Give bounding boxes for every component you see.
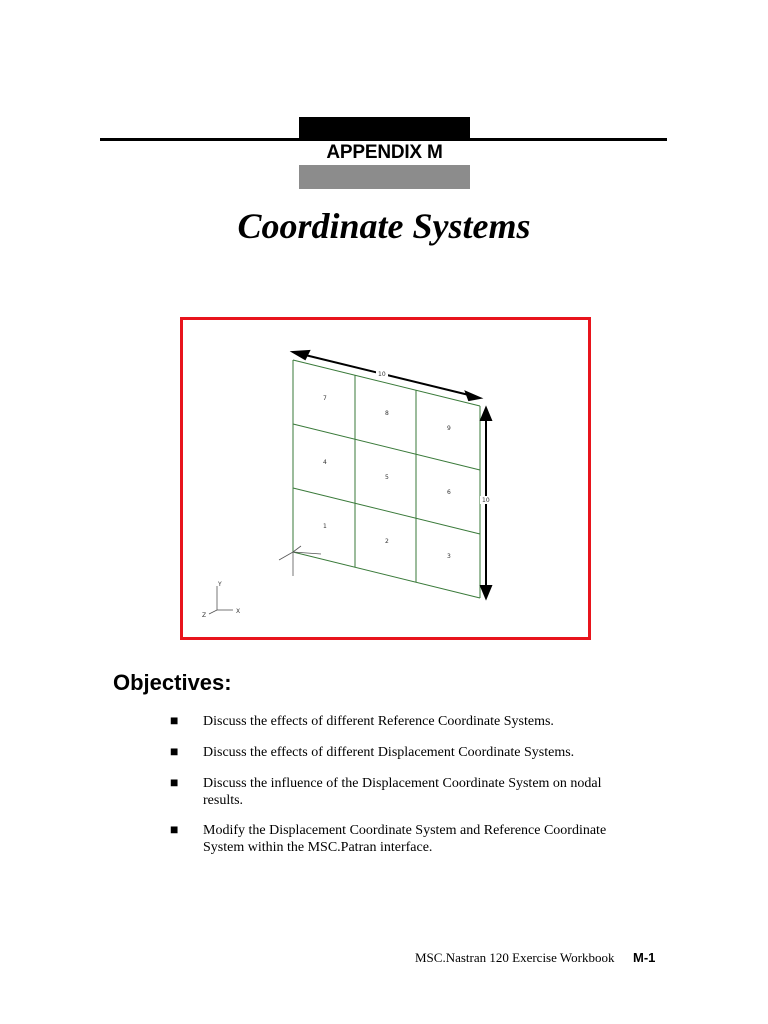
bullet-icon: ■ <box>170 714 179 729</box>
bullet-icon: ■ <box>170 745 179 760</box>
footer-page-number: M-1 <box>633 950 656 965</box>
element-label-5: 5 <box>385 474 389 481</box>
mesh-diagram <box>183 320 588 637</box>
top-dimension-label: 10 <box>378 371 386 378</box>
axis-z-label: Z <box>202 612 207 619</box>
footer-workbook: MSC.Nastran 120 Exercise Workbook <box>415 950 615 965</box>
objective-text: Discuss the influence of the Displacement Coordinate System on nodal results. <box>203 776 602 808</box>
side-dimension-label: 10 <box>482 497 490 504</box>
element-label-3: 3 <box>447 553 451 560</box>
header-tab-gray <box>299 165 470 189</box>
axis-x-label: X <box>236 608 241 615</box>
element-label-1: 1 <box>323 523 327 530</box>
bullet-icon: ■ <box>170 823 179 838</box>
element-label-2: 2 <box>385 538 389 545</box>
objective-text: Discuss the effects of different Displacement Coordinate Systems. <box>203 745 575 760</box>
element-label-8: 8 <box>385 410 389 417</box>
element-label-4: 4 <box>323 459 327 466</box>
page-title: Coordinate Systems <box>237 206 531 246</box>
objective-text: Discuss the effects of different Reference Coordinate Systems. <box>203 714 554 729</box>
element-label-7: 7 <box>323 395 327 402</box>
mesh-figure <box>180 317 591 640</box>
header-tab-black <box>299 117 470 139</box>
axis-triad-icon <box>209 586 233 614</box>
appendix-label: APPENDIX M <box>326 142 443 163</box>
element-label-9: 9 <box>447 425 451 432</box>
local-triad-icon <box>279 546 321 576</box>
objective-text: Modify the Displacement Coordinate System and Reference Coordinate System within the MSC.Patran interface. <box>203 823 607 855</box>
axis-y-label: Y <box>218 581 222 588</box>
bullet-icon: ■ <box>170 776 179 791</box>
element-label-6: 6 <box>447 489 451 496</box>
objectives-heading: Objectives: <box>113 670 232 695</box>
